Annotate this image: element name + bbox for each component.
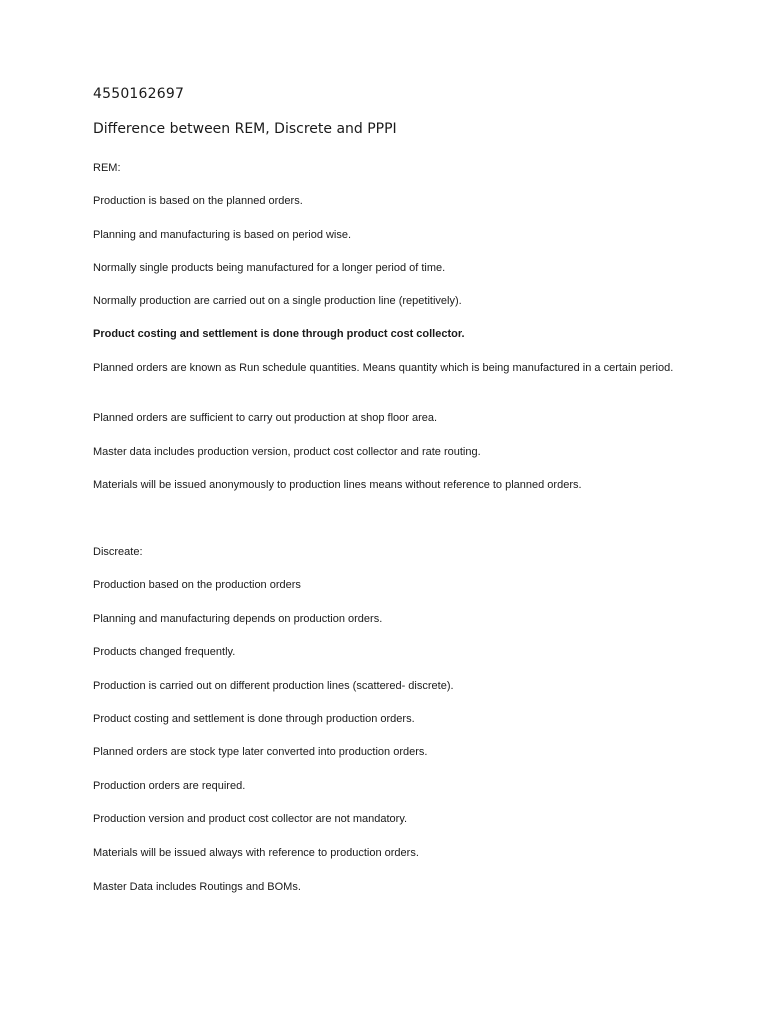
rem-line: Master data includes production version, product cost collector and rate routing. [93, 446, 481, 458]
discrete-line: Production orders are required. [93, 780, 246, 792]
rem-line: Planning and manufacturing is based on period wise. [93, 229, 352, 241]
rem-line: Planned orders are sufficient to carry out production at shop floor area. [93, 412, 438, 424]
discrete-line: Production based on the production orders [93, 579, 301, 591]
discrete-line: Product costing and settlement is done through production orders. [93, 713, 415, 725]
rem-line: Production is based on the planned orders. [93, 195, 303, 207]
rem-heading: REM: [93, 162, 121, 174]
rem-line-bold: Product costing and settlement is done through product cost collector. [93, 328, 465, 340]
rem-line: Normally production are carried out on a single production line (repetitively). [93, 295, 462, 307]
rem-line: Planned orders are known as Run schedule quantities. Means quantity which is being manufactured in a certain period. [93, 362, 674, 374]
discrete-line: Production version and product cost collector are not mandatory. [93, 813, 408, 825]
discrete-line: Materials will be issued always with reference to production orders. [93, 847, 419, 859]
discrete-line: Production is carried out on different production lines (scattered- discrete). [93, 680, 454, 692]
rem-line: Normally single products being manufactured for a longer period of time. [93, 262, 446, 274]
discrete-line: Products changed frequently. [93, 646, 236, 658]
discrete-line: Master Data includes Routings and BOMs. [93, 881, 301, 893]
document-title: Difference between REM, Discrete and PPPI [93, 121, 397, 137]
discrete-heading: Discreate: [93, 546, 143, 558]
discrete-line: Planning and manufacturing depends on production orders. [93, 613, 383, 625]
document-id: 4550162697 [93, 86, 185, 102]
rem-line: Materials will be issued anonymously to production lines means without reference to planned orders. [93, 479, 582, 491]
discrete-line: Planned orders are stock type later converted into production orders. [93, 746, 428, 758]
